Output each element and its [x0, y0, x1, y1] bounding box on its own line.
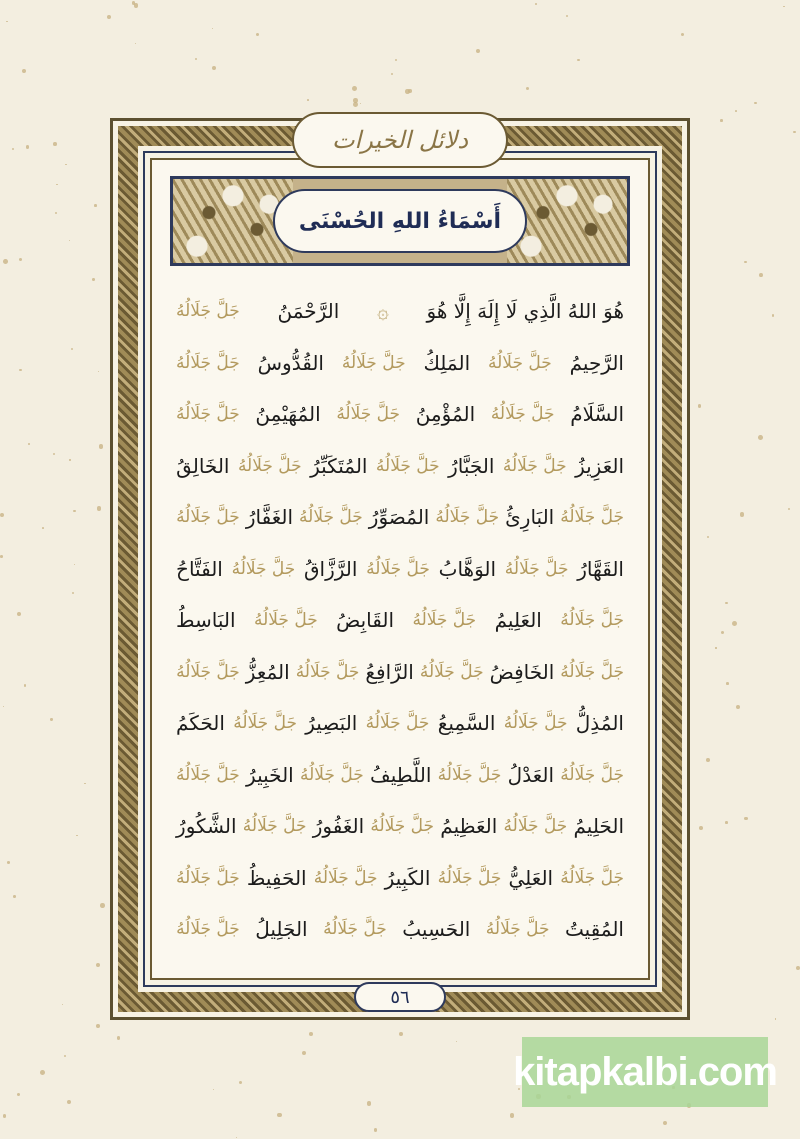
paper-speckle	[566, 15, 568, 17]
paper-speckle	[26, 145, 30, 149]
divine-name: العَظِيمُ	[440, 814, 498, 838]
divine-name: اللَّطِيفُ	[369, 762, 432, 787]
paper-speckle	[736, 705, 740, 709]
glory-phrase: جَلَّ جَلَالُهُ	[366, 558, 430, 579]
glory-phrase: جَلَّ جَلَالُهُ	[502, 455, 567, 476]
paper-speckle	[726, 682, 729, 685]
paper-speckle	[55, 212, 57, 214]
paper-speckle	[399, 1032, 403, 1036]
paper-speckle	[69, 240, 71, 242]
glory-phrase: جَلَّ جَلَالُهُ	[242, 816, 307, 836]
divine-name: القَهَّارُ	[577, 556, 624, 581]
glory-phrase: جَلَّ جَلَالُهُ	[504, 558, 569, 579]
paper-speckle	[13, 895, 16, 898]
divine-name: المَلِكُ	[423, 350, 471, 375]
divine-name: الحَكَمُ	[176, 711, 225, 735]
paper-speckle	[74, 564, 75, 565]
paper-speckle	[71, 348, 74, 351]
paper-speckle	[352, 86, 357, 91]
book-title: دلائل الخيرات	[331, 126, 469, 154]
divine-name: المُتَكَبِّرُ	[310, 453, 368, 478]
glory-phrase: جَلَّ جَلَالُهُ	[176, 919, 240, 939]
paper-speckle	[195, 58, 197, 60]
glory-phrase: جَلَّ جَلَالُهُ	[313, 867, 378, 888]
paper-speckle	[395, 59, 397, 61]
divine-name: الحَلِيمُ	[573, 814, 624, 838]
paper-speckle	[69, 459, 70, 460]
divine-name: المُذِلُّ	[575, 711, 624, 735]
paper-speckle	[92, 278, 95, 281]
paper-speckle	[0, 513, 4, 517]
paper-speckle	[456, 1041, 457, 1042]
paper-speckle	[663, 1121, 667, 1125]
paper-speckle	[3, 706, 4, 707]
glory-phrase: جَلَّ جَلَالُهُ	[176, 301, 240, 321]
glory-phrase: جَلَّ جَلَالُهُ	[485, 919, 550, 939]
paper-speckle	[698, 404, 702, 408]
paper-speckle	[40, 1070, 45, 1075]
paper-speckle	[720, 119, 723, 122]
paper-speckle	[50, 718, 52, 720]
glory-phrase: جَلَّ جَلَالُهُ	[560, 661, 624, 682]
divine-name: المُؤْمِنُ	[415, 402, 476, 426]
paper-speckle	[681, 33, 684, 36]
divine-name: الشَّكُورُ	[176, 814, 237, 838]
paper-speckle	[309, 1032, 313, 1036]
paper-speckle	[53, 142, 57, 146]
paper-speckle	[134, 3, 138, 7]
paper-speckle	[0, 555, 3, 558]
section-title-cartouche	[273, 189, 527, 253]
watermark-text: kitapkalbi.com	[513, 1049, 777, 1094]
paper-speckle	[99, 444, 103, 448]
paper-speckle	[213, 1089, 214, 1090]
paper-speckle	[783, 6, 784, 7]
paper-speckle	[76, 835, 78, 837]
glory-phrase: جَلَّ جَلَالُهُ	[323, 919, 387, 939]
paper-speckle	[17, 612, 21, 616]
paper-speckle	[706, 758, 710, 762]
paper-speckle	[577, 59, 579, 61]
text-line	[176, 698, 624, 750]
paper-speckle	[239, 1081, 242, 1084]
divine-name: الرَّافِعُ	[365, 659, 414, 684]
paper-speckle	[526, 87, 529, 90]
paper-speckle	[236, 1137, 237, 1138]
paper-speckle	[94, 204, 97, 207]
text-line	[176, 441, 624, 493]
glory-phrase: جَلَّ جَلَالُهُ	[233, 713, 297, 733]
paper-speckle	[17, 1093, 20, 1096]
divine-name: الحَفِيظُ	[246, 865, 307, 890]
paper-speckle	[476, 49, 480, 53]
paper-speckle	[107, 15, 111, 19]
page-number: ٥٦	[390, 986, 410, 1008]
glory-phrase: جَلَّ جَلَالُهُ	[560, 507, 624, 527]
paper-speckle	[6, 21, 8, 23]
paper-speckle	[24, 684, 27, 687]
paper-speckle	[19, 258, 22, 261]
glory-phrase: جَلَّ جَلَالُهُ	[176, 661, 240, 682]
glory-phrase: جَلَّ جَلَالُهُ	[365, 713, 430, 733]
paper-speckle	[277, 1113, 281, 1117]
divine-name: السَّلَامُ	[570, 402, 624, 426]
glory-phrase: جَلَّ جَلَالُهُ	[253, 610, 318, 630]
divine-name: الخَافِضُ	[489, 659, 555, 684]
divine-name: العَلِيُّ	[508, 865, 554, 890]
divine-name: القَابِضُ	[336, 608, 395, 632]
names-text-body	[176, 286, 624, 958]
glory-phrase: جَلَّ جَلَالُهُ	[336, 404, 401, 424]
paper-speckle	[759, 273, 763, 277]
paper-speckle	[353, 98, 358, 103]
paper-speckle	[699, 826, 703, 830]
divine-name: الجَبَّارُ	[448, 453, 495, 478]
paper-speckle	[72, 592, 74, 594]
glory-phrase: جَلَّ جَلَالُهُ	[412, 610, 477, 630]
glory-phrase: جَلَّ جَلَالُهُ	[560, 867, 624, 888]
page-number-cartouche	[354, 982, 446, 1012]
paper-speckle	[96, 963, 100, 967]
divine-name: المُهَيْمِنُ	[255, 402, 321, 426]
paper-speckle	[53, 453, 55, 455]
glory-phrase: جَلَّ جَلَالُهُ	[490, 404, 555, 424]
divine-name: البَاسِطُ	[176, 608, 236, 632]
paper-speckle	[391, 73, 393, 75]
glory-phrase: جَلَّ جَلَالُهُ	[341, 352, 406, 373]
paper-speckle	[775, 1018, 777, 1020]
paper-speckle	[535, 3, 537, 5]
text-line	[176, 544, 624, 596]
paper-speckle	[740, 512, 744, 516]
paper-speckle	[67, 1100, 71, 1104]
divine-name: الكَبِيرُ	[384, 865, 431, 890]
paper-speckle	[725, 821, 728, 824]
text-line	[176, 853, 624, 905]
text-line	[176, 389, 624, 441]
divine-name: الرَّزَّاقُ	[304, 556, 358, 581]
paper-speckle	[98, 371, 99, 372]
paper-speckle	[307, 99, 309, 101]
paper-speckle	[721, 631, 724, 634]
divine-name: الجَلِيلُ	[255, 917, 308, 941]
paper-speckle	[97, 506, 102, 511]
divine-name: الرَّحِيمُ	[569, 350, 624, 375]
divine-name: الغَفُورُ	[312, 814, 365, 838]
divine-name: المُقِيتُ	[564, 917, 624, 941]
glory-phrase: جَلَّ جَلَالُهُ	[299, 764, 364, 785]
glory-phrase: جَلَّ جَلَالُهُ	[295, 661, 360, 682]
text-line	[176, 286, 624, 338]
glory-phrase: جَلَّ جَلَالُهُ	[503, 713, 568, 733]
paper-speckle	[360, 103, 361, 104]
text-line	[176, 904, 624, 956]
glory-phrase: جَلَّ جَلَالُهُ	[237, 455, 302, 476]
section-header-panel	[170, 176, 630, 266]
paper-speckle	[793, 131, 796, 134]
glory-phrase: جَلَّ جَلَالُهُ	[375, 455, 440, 476]
divine-name: السَّمِيعُ	[437, 711, 496, 735]
divine-name: الرَّحْمَنُ	[277, 299, 340, 323]
glory-phrase: جَلَّ جَلَالُهُ	[560, 764, 624, 785]
paper-speckle	[212, 66, 216, 70]
divine-name: الغَفَّارُ	[245, 505, 293, 529]
glory-phrase: جَلَّ جَلَالُهُ	[435, 507, 500, 527]
glory-phrase: جَلَّ جَلَالُهُ	[437, 764, 502, 785]
glory-phrase: جَلَّ جَلَالُهُ	[176, 507, 240, 527]
paper-speckle	[732, 621, 737, 626]
paper-speckle	[715, 647, 716, 648]
paper-speckle	[100, 903, 105, 908]
paper-speckle	[19, 369, 21, 371]
paper-speckle	[256, 33, 259, 36]
divine-name: الخَبِيرُ	[246, 762, 294, 787]
divine-name: الفَتَّاحُ	[176, 556, 223, 581]
paper-speckle	[135, 43, 136, 44]
paper-speckle	[788, 508, 790, 510]
glory-phrase: جَلَّ جَلَالُهُ	[176, 352, 240, 373]
divine-name: الوَهَّابُ	[438, 556, 497, 581]
glory-phrase: جَلَّ جَلَالُهُ	[231, 558, 296, 579]
glory-phrase: جَلَّ جَلَالُهُ	[299, 507, 363, 527]
paper-speckle	[744, 817, 748, 821]
paper-speckle	[3, 1114, 6, 1117]
glory-phrase: جَلَّ جَلَالُهُ	[176, 404, 240, 424]
paper-speckle	[12, 148, 14, 150]
paper-speckle	[367, 1101, 372, 1106]
book-title-cartouche	[292, 112, 508, 168]
divine-name: البَصِيرُ	[305, 711, 358, 735]
paper-speckle	[96, 1024, 100, 1028]
paper-speckle	[212, 28, 214, 30]
rub-el-hizb-icon: ۞	[377, 299, 389, 323]
paper-speckle	[772, 314, 774, 316]
paper-speckle	[707, 536, 709, 538]
paper-speckle	[744, 261, 746, 263]
section-title: أَسْمَاءُ اللهِ الحُسْنَى	[298, 208, 502, 234]
paper-speckle	[408, 89, 411, 92]
paper-speckle	[7, 861, 10, 864]
divine-name: العَزِيزُ	[575, 453, 624, 478]
glory-phrase: جَلَّ جَلَالُهُ	[437, 867, 502, 888]
divine-name: هُوَ اللهُ الَّذِي لَا إِلَهَ إِلَّا هُوَ	[426, 299, 624, 323]
text-line	[176, 492, 624, 544]
paper-speckle	[302, 1051, 306, 1055]
paper-speckle	[735, 110, 737, 112]
text-line	[176, 338, 624, 390]
paper-speckle	[796, 966, 800, 970]
glory-phrase: جَلَّ جَلَالُهُ	[419, 661, 484, 682]
paper-speckle	[22, 69, 26, 73]
glory-phrase: جَلَّ جَلَالُهُ	[370, 816, 435, 836]
paper-speckle	[73, 510, 76, 513]
paper-speckle	[725, 602, 728, 605]
paper-speckle	[62, 1004, 63, 1005]
divine-name: الخَالِقُ	[176, 453, 230, 478]
paper-speckle	[84, 783, 86, 785]
divine-name: القُدُّوسُ	[257, 350, 324, 375]
paper-speckle	[28, 443, 30, 445]
text-line	[176, 750, 624, 802]
divine-name: العَدْلُ	[507, 762, 554, 787]
paper-speckle	[374, 1128, 378, 1132]
text-line	[176, 595, 624, 647]
paper-speckle	[754, 102, 756, 104]
paper-speckle	[117, 1036, 120, 1039]
divine-name: المُصَوِّرُ	[368, 505, 430, 529]
divine-name: الحَسِيبُ	[402, 917, 471, 941]
paper-speckle	[64, 1055, 66, 1057]
watermark-logo	[513, 1037, 777, 1107]
paper-speckle	[56, 184, 57, 185]
paper-speckle	[42, 527, 44, 529]
glory-phrase: جَلَّ جَلَالُهُ	[560, 610, 624, 630]
glory-phrase: جَلَّ جَلَالُهُ	[488, 352, 552, 373]
divine-name: المُعِزُّ	[245, 659, 290, 684]
paper-speckle	[65, 164, 67, 166]
glory-phrase: جَلَّ جَلَالُهُ	[176, 867, 240, 888]
divine-name: البَارِئُ	[505, 505, 555, 529]
paper-speckle	[758, 435, 763, 440]
glory-phrase: جَلَّ جَلَالُهُ	[176, 764, 240, 785]
text-line	[176, 801, 624, 853]
glory-phrase: جَلَّ جَلَالُهُ	[503, 816, 568, 836]
divine-name: العَلِيمُ	[494, 608, 542, 632]
text-line	[176, 647, 624, 699]
paper-speckle	[510, 1113, 515, 1118]
paper-speckle	[3, 259, 8, 264]
